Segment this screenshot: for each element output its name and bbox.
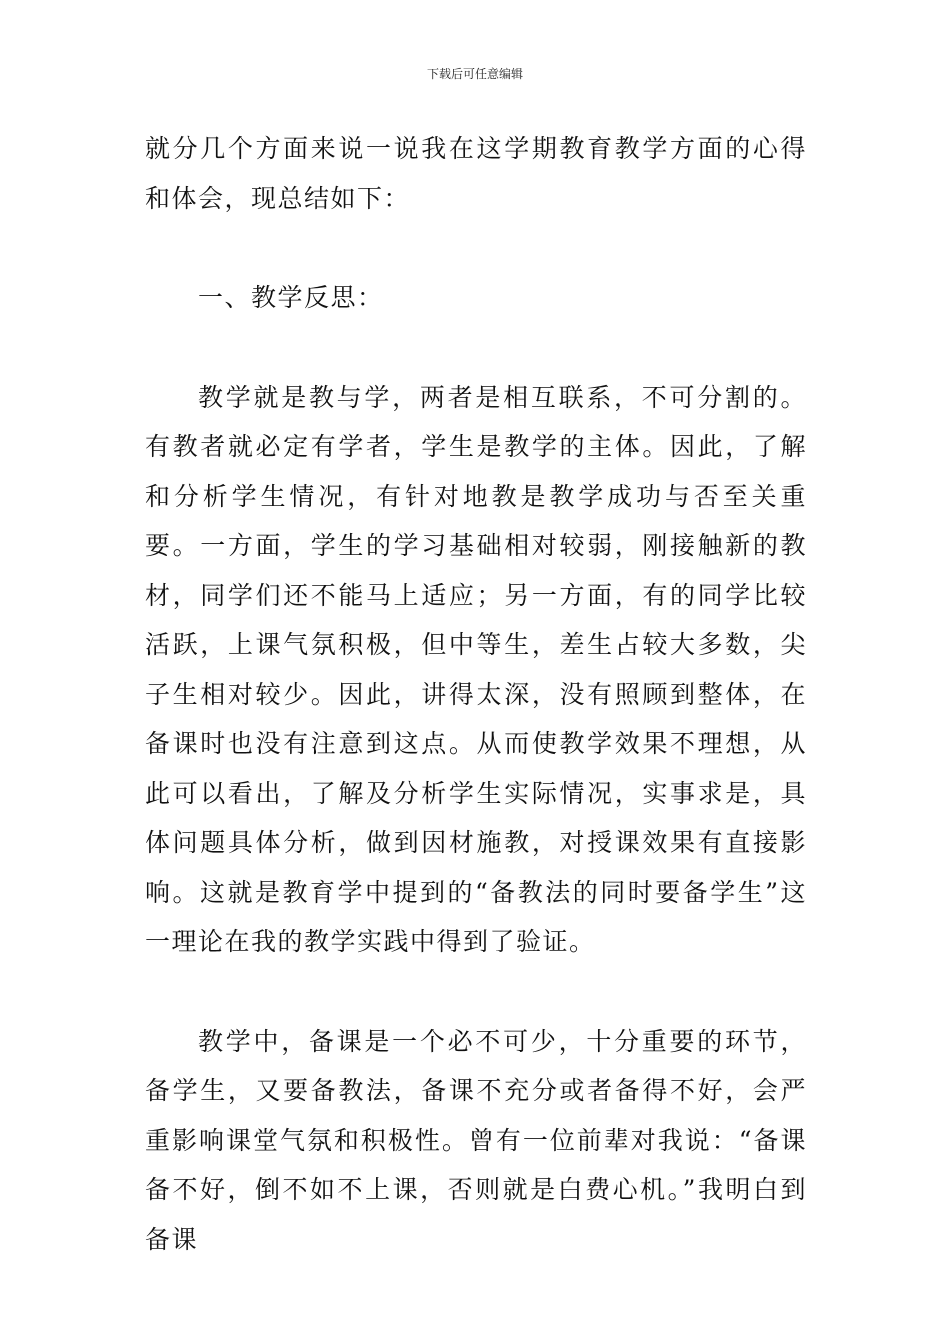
page-header-note: 下载后可任意编辑	[426, 67, 523, 81]
section-heading-teaching-reflection: 一、教学反思：	[198, 283, 384, 312]
body-paragraph-1: 教学就是教与学，两者是相互联系，不可分割的。有教者就必定有学者，学生是教学的主体。因此，了解和分析学生情况，有针对地教是教学成功与否至关重要。一方面，学生的学习基础相对较弱，刚接触新的教材，同学们还不能马上适应；另一方面，有的同学比较活跃，上课气氛积极，但中等生，差生占较大多数，尖子生相对较少。因此，讲得太深，没有照顾到整体，在备课时也没有注意到这点。从而使教学效果不理想，从此可以看出，了解及分析学生实际情况，实事求是，具体问题具体分析，做到因材施教，对授课效果有直接影响。这就是教育学中提到的“备教法的同时要备学生”这一理论在我的教学实践中得到了验证。	[145, 382, 807, 956]
intro-paragraph: 就分几个方面来说一说我在这学期教育教学方面的心得和体会，现总结如下：	[145, 134, 807, 213]
body-paragraph-2: 教学中，备课是一个必不可少，十分重要的环节，备学生，又要备教法，备课不充分或者备得不好，会严重影响课堂气氛和积极性。曾有一位前辈对我说：“备课备不好，倒不如不上课，否则就是白费心机。”我明白到备课	[145, 1026, 807, 1254]
document-body	[145, 124, 807, 1264]
